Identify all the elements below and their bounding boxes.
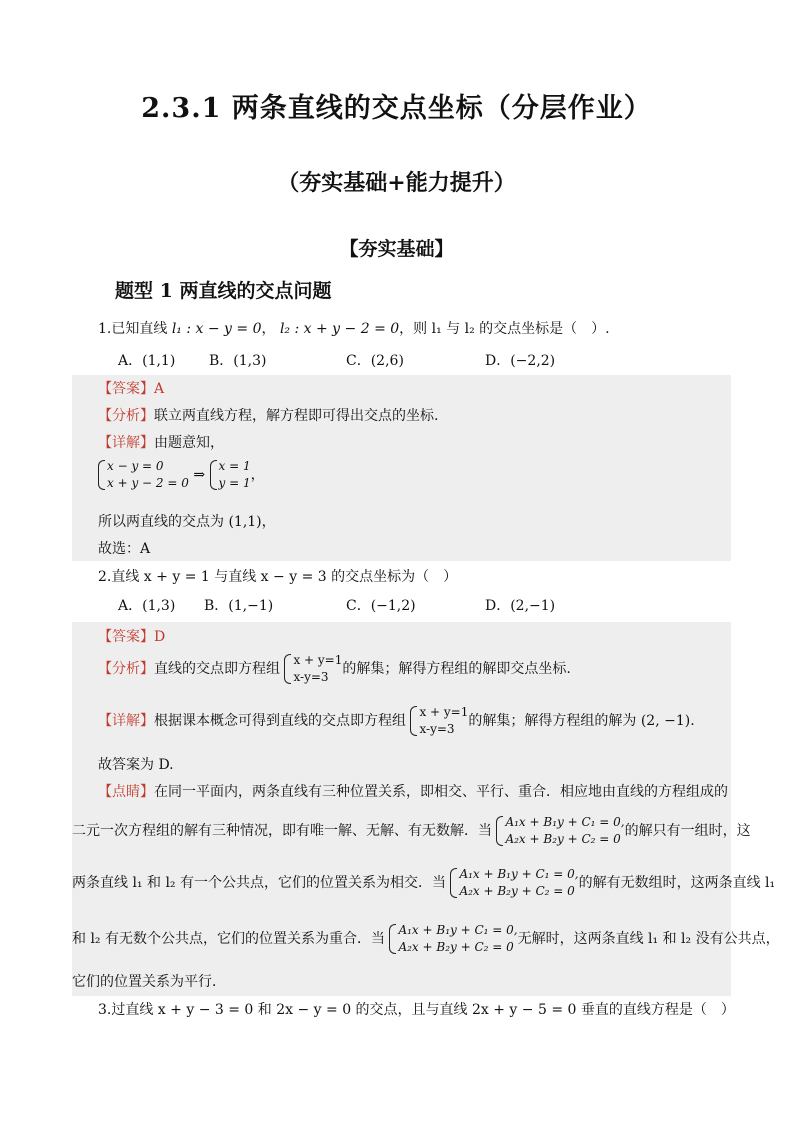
analysis-text: 直线的交点即方程组 <box>154 661 280 677</box>
detail-label: 【详解】 <box>98 435 154 451</box>
analysis-text-tail: 的解集；解得方程组的解即交点坐标. <box>342 661 571 677</box>
q1-system-left <box>98 458 189 492</box>
sys-row: A₁x + B₁y + C₁ = 0, <box>505 815 625 829</box>
q1-stem-prefix: 1.已知直线 <box>98 321 168 337</box>
q2-option-d: D．(2,−1) <box>485 598 556 614</box>
q1-option-d: D．(−2,2) <box>485 353 556 369</box>
page-title: 2.3.1 两条直线的交点坐标（分层作业） <box>141 93 652 124</box>
detail-label: 【详解】 <box>98 713 154 729</box>
sys-row: A₁x + B₁y + C₁ = 0, <box>398 923 518 937</box>
q2-option-a: A．(1,3) <box>118 598 176 614</box>
q2-so: 故答案为 D. <box>98 757 174 773</box>
question-3-stem: 3.过直线 x + y − 3 = 0 和 2x − y = 0 的交点，且与直线 2x + y − 5 = 0 垂直的直线方程是（ ） <box>98 1002 735 1018</box>
sys-row: x = 1 <box>218 459 251 473</box>
q1-system-right <box>210 458 251 492</box>
q2-analysis-system <box>284 652 342 686</box>
detail-text: 根据课本概念可得到直线的交点即方程组 <box>154 713 406 729</box>
q2-option-b: B．(1,−1) <box>204 598 274 614</box>
q2-point-line-5: 它们的位置关系为平行． <box>72 974 226 990</box>
q2-option-c: C．(−1,2) <box>346 598 416 614</box>
sys-row: x − y = 0 <box>107 459 164 473</box>
general-system-3 <box>389 922 517 956</box>
q1-answer <box>98 378 164 398</box>
answer-value: A <box>154 381 165 397</box>
q1-option-b: B．(1,3) <box>209 353 267 369</box>
sys-row: x-y=3 <box>419 722 455 736</box>
q1-analysis <box>98 405 438 425</box>
q2-point-line-2 <box>72 814 751 848</box>
sys-row: A₂x + B₂y + C₂ = 0 <box>505 832 621 846</box>
q1-option-a: A．(1,1) <box>118 353 176 369</box>
analysis-label: 【分析】 <box>98 408 154 424</box>
sys-row: x-y=3 <box>293 670 329 684</box>
q1-stem-suffix: ，则 l₁ 与 l₂ 的交点坐标是（ ）. <box>399 321 610 337</box>
q2-detail-system <box>410 704 468 738</box>
point-text: 在同一平面内，两条直线有三种位置关系，即相交、平行、重合．相应地由直线的方程组成的 <box>154 784 728 800</box>
point-text: 二元一次方程组的解有三种情况，即有唯一解、无解、有无数解．当 <box>72 823 492 839</box>
q2-point-line-3 <box>72 866 775 900</box>
question-2-stem: 2.直线 x + y = 1 与直线 x − y = 3 的交点坐标为（ ） <box>98 569 458 585</box>
question-type-heading: 题型 1 两直线的交点问题 <box>115 280 332 302</box>
q2-answer <box>98 626 165 646</box>
sys-row: A₂x + B₂y + C₂ = 0 <box>398 940 514 954</box>
q1-line-1: l₁ : x − y = 0 <box>171 321 262 337</box>
analysis-text: 联立两直线方程，解方程即可得出交点的坐标. <box>154 408 439 424</box>
q2-point-line-4 <box>72 922 780 956</box>
section-heading: 【夯实基础】 <box>339 238 454 260</box>
q1-option-c: C．(2,6) <box>346 353 404 369</box>
q1-options <box>118 350 578 370</box>
sys-row: x + y − 2 = 0 <box>107 476 189 490</box>
q1-detail <box>98 432 224 452</box>
implies-arrow: ⇒ <box>193 467 206 483</box>
point-text: 的解有无数组时，这两条直线 l₁ <box>578 875 776 891</box>
answer-label: 【答案】 <box>98 629 154 645</box>
sys-row: x + y=1 <box>419 705 469 719</box>
q2-point-line-1 <box>98 781 728 801</box>
page-subtitle: （夯实基础+能力提升） <box>277 170 516 196</box>
point-text: 无解时，这两条直线 l₁ 和 l₂ 没有公共点， <box>517 931 780 947</box>
answer-value: D <box>154 629 166 645</box>
q2-detail <box>98 704 695 738</box>
point-text: 两条直线 l₁ 和 l₂ 有一个公共点，它们的位置关系为相交．当 <box>72 875 446 891</box>
sys-row: x + y=1 <box>293 653 343 667</box>
detail-text-tail: 的解集；解得方程组的解为 (2, −1). <box>468 713 695 729</box>
sys-row: y = 1 <box>218 476 251 490</box>
general-system-1 <box>496 814 624 848</box>
detail-text: 由题意知， <box>154 435 224 451</box>
question-1-stem: 1.已知直线 l₁ : x − y = 0， l₂ : x + y − 2 = 0，则 l₁ 与 l₂ 的交点坐标是（ ）. <box>98 321 610 337</box>
sys-row: A₁x + B₁y + C₁ = 0, <box>459 867 579 881</box>
general-system-2 <box>450 866 578 900</box>
q1-line-2: l₂ : x + y − 2 = 0 <box>279 321 400 337</box>
point-label: 【点睛】 <box>98 784 154 800</box>
q1-conclusion: 所以两直线的交点为 (1,1)， <box>98 514 276 530</box>
point-text: 和 l₂ 有无数个公共点，它们的位置关系为重合．当 <box>72 931 385 947</box>
answer-label: 【答案】 <box>98 381 154 397</box>
q1-equation-system <box>98 458 265 492</box>
q2-options <box>118 595 578 615</box>
q2-analysis <box>98 652 571 686</box>
analysis-label: 【分析】 <box>98 661 154 677</box>
q1-tail: ， <box>250 467 265 483</box>
q1-choose: 故选：A <box>98 541 151 557</box>
sys-row: A₂x + B₂y + C₂ = 0 <box>459 884 575 898</box>
point-text: 的解只有一组时，这 <box>624 823 751 839</box>
